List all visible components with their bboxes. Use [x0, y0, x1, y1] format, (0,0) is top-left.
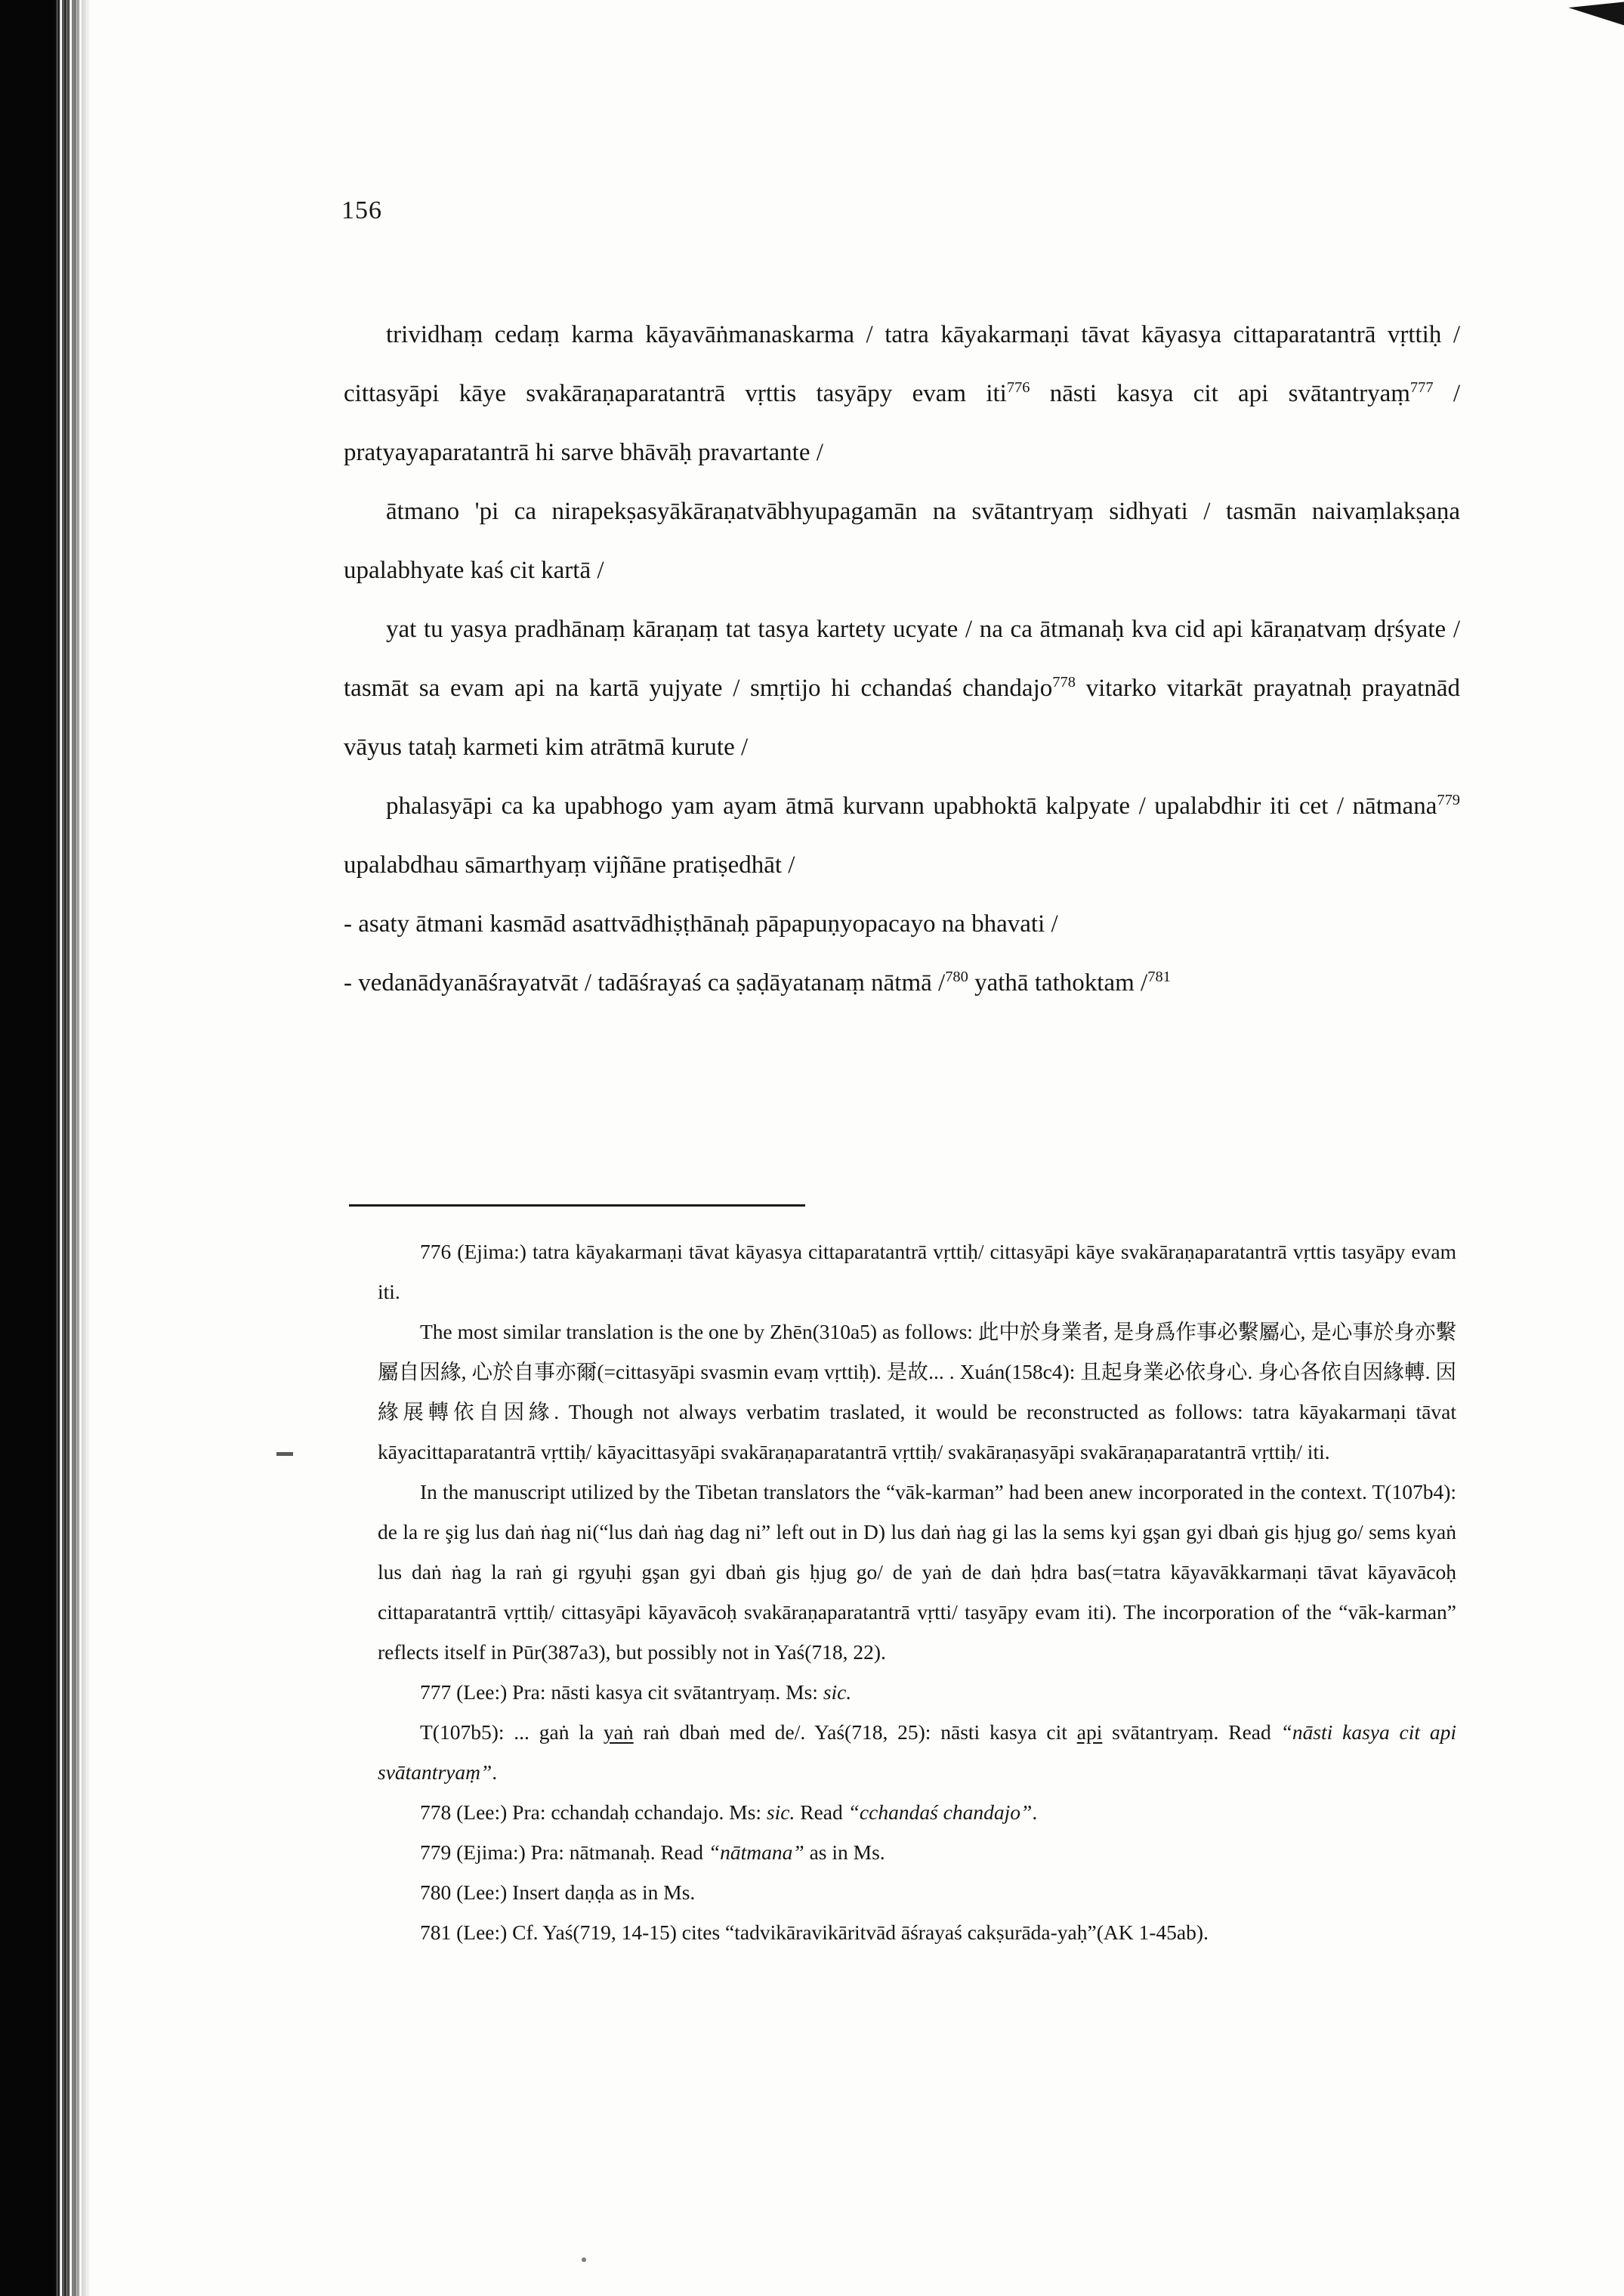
text-segment: T(107b5): ... gaṅ la: [420, 1720, 604, 1744]
footnote-reference: 779: [1437, 792, 1460, 808]
footnote-paragraph: [378, 1312, 1456, 1472]
text-segment: yaṅ: [603, 1720, 634, 1744]
footnote-paragraph: [378, 1912, 1456, 1952]
bottom-scan-speck: [582, 2257, 586, 2262]
footnote-reference: 777: [1409, 379, 1434, 396]
text-segment: .: [492, 1760, 498, 1784]
text-segment: trividhaṃ cedaṃ karma kāyavāṅmanaskarma / tatra kāyakarmaṇi tāvat kāyasya cittaparatantrā vṛttiḥ / cittasyāpi kāye svakāraṇaparatantrā vṛttis tasyāpy evam iti: [344, 321, 1460, 407]
body-paragraph: [344, 305, 1460, 482]
text-segment: 781 (Lee:) Cf. Yaś(719, 14-15) cites “tadvikāravikāritvād āśrayaś cakṣurāda-yaḥ”(AK 1-45ab).: [420, 1921, 1209, 1944]
binding-streaks: [54, 0, 91, 2296]
footnote-paragraph: [378, 1792, 1456, 1832]
text-segment: sic.: [823, 1680, 852, 1704]
text-segment: 778 (Lee:) Pra: cchandaḥ cchandajo. Ms:: [420, 1800, 767, 1824]
body-paragraph: [344, 953, 1460, 1012]
text-segment: as in Ms.: [804, 1840, 885, 1864]
footnote-reference: 781: [1147, 969, 1171, 985]
book-binding-edge: [0, 0, 54, 2296]
text-segment: yat tu yasya pradhānaṃ kāraṇaṃ tat tasya kartety ucyate / na ca ātmanaḥ kva cid api kāraṇatvaṃ dṛśyate / tasmāt sa evam api na kartā yujyate / smṛtijo hi cchandaś chandajo: [344, 616, 1460, 702]
text-segment: .: [1032, 1800, 1038, 1824]
text-segment: nāsti kasya cit api svātantryaṃ: [1030, 380, 1410, 407]
footnote-paragraph: [378, 1231, 1456, 1312]
text-segment: 780 (Lee:) Insert daṇḍa as in Ms.: [420, 1880, 696, 1904]
text-segment: phalasyāpi ca ka upabhogo yam ayam ātmā kurvann upabhoktā kalpyate / upalabdhir iti cet / nātmana: [386, 793, 1437, 820]
text-segment: raṅ dbaṅ med de/. Yaś(718, 25): nāsti kasya cit: [633, 1720, 1077, 1744]
page-number: 156: [341, 196, 382, 224]
text-segment: - vedanādyanāśrayatvāt / tadāśrayaś ca ṣaḍāyatanaṃ nātmā /: [344, 969, 946, 997]
footnote-paragraph: [378, 1832, 1456, 1872]
text-segment: “nāsti kasya cit api svātantryaṃ”: [378, 1720, 1456, 1784]
text-segment: 776 (Ejima:) tatra kāyakarmaṇi tāvat kāyasya cittaparatantrā vṛttiḥ/ cittasyāpi kāye svakāraṇaparatantrā vṛttis tasyāpy evam iti.: [378, 1240, 1456, 1303]
text-segment: The most similar translation is the one by Zhēn(310a5) as follows: 此中於身業者, 是身爲作事必繫屬心, 是心事於身亦繫屬自因緣, 心於自事亦爾(=cittasyāpi svasmin evaṃ vṛttiḥ). 是故... . Xuán(158c4): 且起身業必依身心. 身心各依自因緣轉. 因緣展轉依自因緣. Though not always verbatim traslated, it would be reconstructed as follows: tatra kāyakarmaṇi tāvat kāyacittaparatantrā vṛttiḥ/ kāyacittasyāpi svakāraṇaparatantrā vṛttiḥ/ svakāraṇasyāpi svakāraṇaparatantrā vṛttiḥ/ iti.: [378, 1320, 1456, 1463]
footnote-paragraph: [378, 1712, 1456, 1792]
footnotes: [378, 1231, 1456, 1952]
footnote-paragraph: [378, 1472, 1456, 1672]
text-segment: “nātmana”: [708, 1840, 804, 1864]
body-text: [344, 305, 1460, 1012]
text-segment: vitarko vitarkāt prayatnaḥ prayatnād vāyus tataḥ karmeti kim atrātmā kurute /: [344, 675, 1460, 761]
text-segment: upalabdhau sāmarthyaṃ vijñāne pratiṣedhāt /: [344, 851, 795, 879]
text-segment: In the manuscript utilized by the Tibetan translators the “vāk-karman” had been anew incorporated in the context. T(107b4): de la re şig lus daṅ ṅag ni(“lus daṅ ṅag dag ni” left out in D) lus daṅ ṅag gi las la sems kyi gşan gyi dbaṅ gis ḥjug go/ sems kyaṅ lus daṅ ṅag la raṅ gi rgyuḥi gşan gyi dbaṅ gis ḥjug go/ de yaṅ de daṅ ḥdra bas(=tatra kāyavākkarmaṇi tāvat kāyavācoḥ cittaparatantrā vṛttiḥ/ cittasyāpi kāyavācoḥ svakāraṇaparatantrā vṛtti/ tasyāpy evam iti). The incorporation of the “vāk-karman” reflects itself in Pūr(387a3), but possibly not in Yaś(718, 22).: [378, 1480, 1456, 1664]
footnote-reference: 776: [1006, 379, 1030, 396]
footnote-reference: 780: [945, 969, 968, 985]
text-segment: yathā tathoktam /: [968, 969, 1148, 997]
footnote-paragraph: [378, 1872, 1456, 1912]
margin-scan-artifact: [276, 1452, 293, 1456]
body-paragraph: [344, 777, 1460, 895]
text-segment: svātantryaṃ. Read: [1102, 1720, 1281, 1744]
text-segment: “cchandaś chandajo”: [848, 1800, 1033, 1824]
text-segment: 777 (Lee:) Pra: nāsti kasya cit svātantryaṃ. Ms:: [420, 1680, 823, 1704]
body-paragraph: [344, 600, 1460, 777]
text-segment: sic.: [766, 1800, 795, 1824]
body-paragraph: [344, 482, 1460, 600]
footnote-reference: 778: [1052, 674, 1076, 691]
text-segment: ātmano 'pi ca nirapekṣasyākāraṇatvābhyupagamān na svātantryaṃ sidhyati / tasmān naivaṃlakṣaṇa upalabhyate kaś cit kartā /: [344, 498, 1460, 584]
footnote-separator: [349, 1204, 805, 1207]
text-segment: Read: [795, 1800, 848, 1824]
text-segment: - asaty ātmani kasmād asattvādhiṣṭhānaḥ pāpapuṇyopacayo na bhavati /: [344, 910, 1058, 938]
corner-scan-artifact: [1568, 2, 1624, 33]
text-segment: api: [1076, 1720, 1103, 1744]
footnote-paragraph: [378, 1672, 1456, 1712]
text-segment: / pratyayaparatantrā hi sarve bhāvāḥ pravartante /: [344, 380, 1461, 466]
text-segment: 779 (Ejima:) Pra: nātmanaḥ. Read: [420, 1840, 709, 1864]
body-paragraph: [344, 895, 1460, 953]
